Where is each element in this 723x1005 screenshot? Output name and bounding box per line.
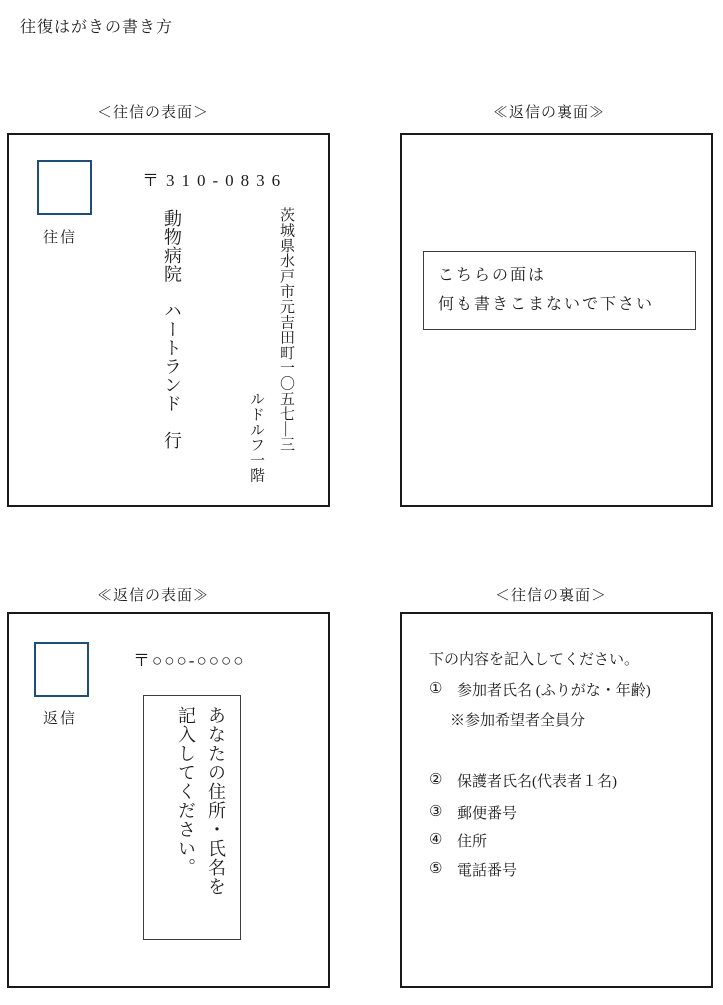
list-item — [429, 830, 487, 851]
instruction-line: 記入してください。 — [176, 706, 196, 877]
list-item — [429, 770, 617, 791]
item-number: ① — [429, 681, 443, 697]
item-number: ⑤ — [429, 861, 443, 877]
fill-in-intro: 下の内容を記入してください。 — [429, 652, 640, 668]
address-main: 茨城県水戸市元吉田町一〇五七―三 — [278, 207, 294, 452]
postal-code: 〒○○○-○○○○ — [133, 651, 246, 670]
stamp-frame — [34, 642, 89, 697]
item-text: 保護者氏名(代表者１名) — [457, 774, 617, 790]
postcard-outbound-back — [400, 612, 713, 988]
item-text: 参加者氏名 (ふりがな・年齢) — [457, 683, 651, 699]
entry-instruction — [171, 706, 231, 896]
address-entry-box — [143, 695, 241, 940]
item-text: 郵便番号 — [457, 806, 518, 822]
header-reply-back: ≪返信の裏面≫ — [492, 105, 605, 121]
stamp-label: 返信 — [43, 711, 78, 727]
header-reply-front: ≪返信の表面≫ — [96, 588, 209, 604]
asterisk-note: ※参加希望者全員分 — [450, 713, 586, 729]
item-number: ② — [429, 772, 443, 788]
item-text: 住所 — [457, 834, 488, 850]
stamp-label: 往信 — [43, 230, 78, 246]
note-line: 何も書きこまないで下さい — [438, 296, 655, 313]
address-sub: ルドルフ一階 — [248, 391, 264, 483]
note-line: こちらの面は — [438, 267, 547, 284]
list-item — [429, 802, 517, 823]
postcard-outbound-front — [7, 133, 330, 507]
item-number: ④ — [429, 832, 443, 848]
item-number: ③ — [429, 804, 443, 820]
postcard-reply-back — [400, 133, 713, 507]
instruction-line: あなたの住所・氏名を — [206, 706, 226, 896]
postal-code: 〒310-0836 — [142, 171, 288, 190]
header-outbound-back: ＜往信の裏面＞ — [494, 588, 607, 604]
postcard-reply-front — [7, 612, 330, 988]
header-outbound-front: ＜往信の表面＞ — [96, 105, 209, 121]
page-title: 往復はがきの書き方 — [20, 19, 174, 36]
item-text: 電話番号 — [457, 863, 518, 879]
list-item — [429, 679, 651, 700]
recipient-name: 動物病院 ハートランド 行 — [162, 209, 182, 450]
list-item — [429, 859, 517, 880]
stamp-frame — [37, 160, 92, 215]
blank-side-note-box — [423, 251, 696, 330]
